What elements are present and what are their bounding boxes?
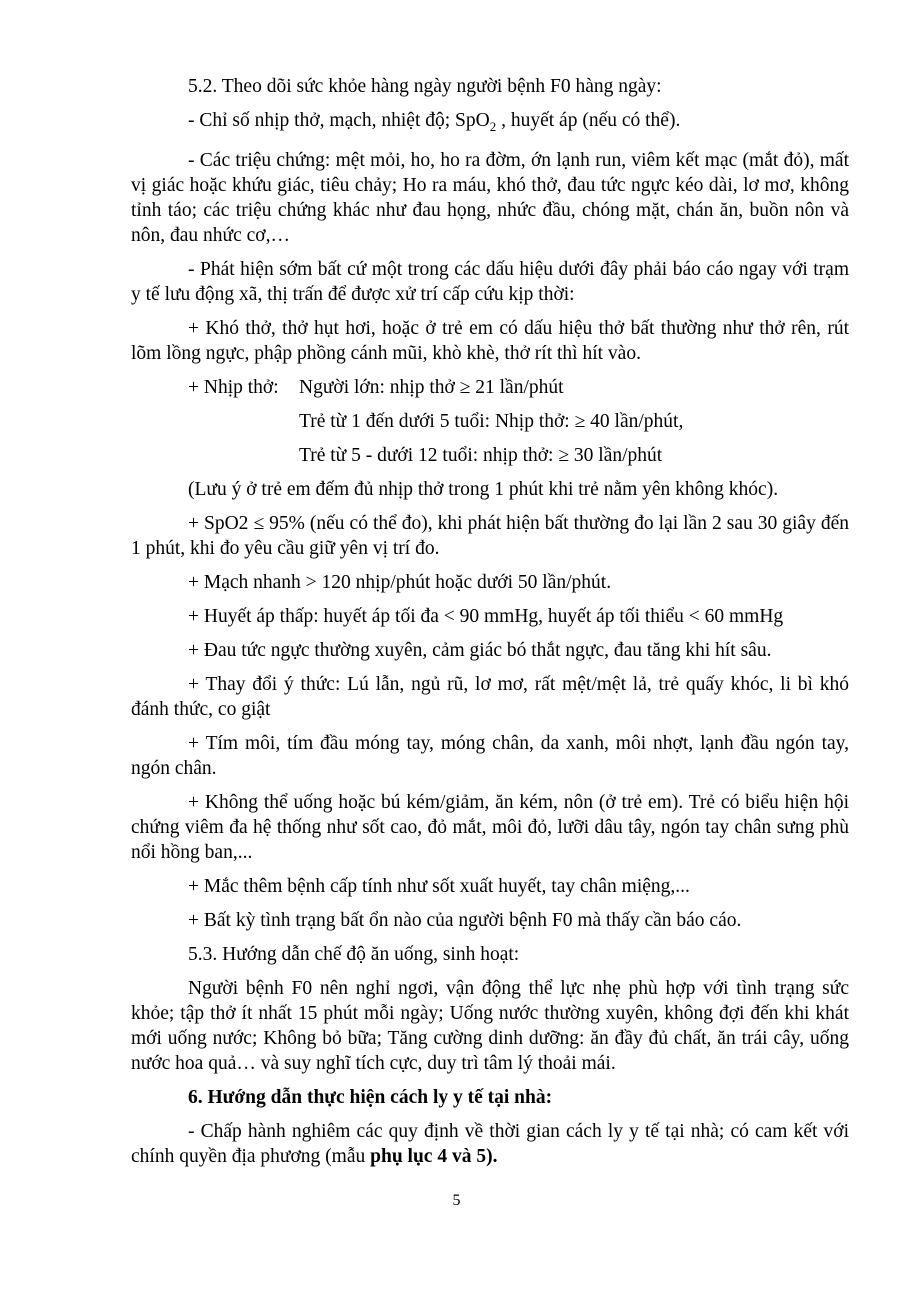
rate-row-child-5-12 bbox=[131, 443, 849, 468]
rate-adult: Người lớn: nhịp thở ≥ 21 lần/phút bbox=[299, 376, 564, 398]
rate-label: + Nhịp thở: bbox=[188, 376, 279, 398]
rate-row-child-1-5 bbox=[131, 409, 849, 434]
sign-other: + Bất kỳ tình trạng bất ổn nào của người bệnh F0 mà thấy cần báo cáo. bbox=[188, 909, 742, 931]
indices-text-pre: - Chỉ số nhịp thở, mạch, nhiệt độ; SpO bbox=[188, 110, 490, 131]
indices-paragraph bbox=[131, 108, 849, 139]
rate-child-5-12: Trẻ từ 5 - dưới 12 tuổi: nhịp thở: ≥ 30 lần/phút bbox=[299, 444, 663, 466]
sign-pulse: + Mạch nhanh > 120 nhịp/phút hoặc dưới 50 lần/phút. bbox=[188, 571, 612, 593]
rate-row-adult bbox=[131, 375, 849, 400]
page-content bbox=[131, 74, 849, 1178]
section-5-3-body: Người bệnh F0 nên nghỉ ngơi, vận động thể lực nhẹ phù hợp với tình trạng sức khỏe; tập thở ít nhất 15 phút mỗi ngày; Uống nước thường xuyên, không đợi đến khi khát mới uống nước; Không bỏ bữa; Tăng cường dinh dưỡng: ăn đầy đủ chất, ăn trái cây, uống nước hoa quả… và suy nghĩ tích cực, duy trì tâm lý thoải mái. bbox=[131, 977, 849, 1074]
sign-spo2: + SpO2 ≤ 95% (nếu có thể đo), khi phát hiện bất thường đo lại lần 2 sau 30 giây đến 1 phút, khi đo yêu cầu giữ yên vị trí đo. bbox=[131, 512, 849, 559]
early-detection-paragraph: - Phát hiện sớm bất cứ một trong các dấu hiệu dưới đây phải báo cáo ngay với trạm y tế lưu động xã, thị trấn để được xử trí cấp cứu kịp thời: bbox=[131, 258, 849, 305]
sign-cyanosis: + Tím môi, tím đầu móng tay, móng chân, da xanh, môi nhợt, lạnh đầu ngón tay, ngón chân. bbox=[131, 732, 849, 779]
rate-note: (Lưu ý ở trẻ em đếm đủ nhịp thở trong 1 phút khi trẻ nằm yên không khóc). bbox=[188, 478, 779, 500]
section-5-2-title: 5.2. Theo dõi sức khỏe hàng ngày người bệnh F0 hàng ngày: bbox=[188, 76, 662, 97]
page-number: 5 bbox=[452, 1192, 461, 1209]
section-6-title: 6. Hướng dẫn thực hiện cách ly y tế tại nhà: bbox=[188, 1086, 553, 1108]
indices-subscript: 2 bbox=[489, 118, 497, 134]
breathing-rate-block bbox=[131, 375, 849, 468]
section-6-body bbox=[131, 1119, 849, 1169]
rate-child-1-5: Trẻ từ 1 đến dưới 5 tuổi: Nhịp thở: ≥ 40 lần/phút, bbox=[299, 410, 684, 432]
indices-text-post: , huyết áp (nếu có thể). bbox=[496, 110, 681, 131]
section-5-3-title: 5.3. Hướng dẫn chế độ ăn uống, sinh hoạt: bbox=[188, 943, 520, 965]
section-6-body-bold: phụ lục 4 và 5). bbox=[370, 1145, 498, 1167]
sign-breathing: + Khó thở, thở hụt hơi, hoặc ở trẻ em có dấu hiệu thở bất thường như thở rên, rút lõm lồng ngực, phập phồng cánh mũi, khò khè, thở rít thì hít vào. bbox=[131, 317, 849, 364]
section-6-body-text: - Chấp hành nghiêm các quy định về thời gian cách ly y tế tại nhà; có cam kết với chính quyền địa phương (mẫu bbox=[131, 1120, 849, 1167]
symptoms-paragraph: - Các triệu chứng: mệt mỏi, ho, ho ra đờm, ớn lạnh run, viêm kết mạc (mắt đỏ), mất vị giác hoặc khứu giác, tiêu chảy; Ho ra máu, khó thở, đau tức ngực kéo dài, lơ mơ, không tỉnh táo; các triệu chứng khác như đau họng, nhức đầu, chóng mặt, chán ăn, buồn nôn và nôn, đau nhức cơ,… bbox=[131, 149, 849, 246]
sign-feeding: + Không thể uống hoặc bú kém/giảm, ăn kém, nôn (ở trẻ em). Trẻ có biểu hiện hội chứng viêm đa hệ thống như sốt cao, đỏ mắt, môi đỏ, lưỡi dâu tây, ngón tay chân sưng phù nổi hồng ban,... bbox=[131, 791, 849, 863]
sign-blood-pressure: + Huyết áp thấp: huyết áp tối đa < 90 mmHg, huyết áp tối thiểu < 60 mmHg bbox=[188, 605, 784, 627]
sign-consciousness: + Thay đổi ý thức: Lú lẫn, ngủ rũ, lơ mơ, rất mệt/mệt lả, trẻ quấy khóc, li bì khó đánh thức, co giật bbox=[131, 673, 849, 720]
sign-acute-disease: + Mắc thêm bệnh cấp tính như sốt xuất huyết, tay chân miệng,... bbox=[188, 875, 690, 897]
sign-chest-pain: + Đau tức ngực thường xuyên, cảm giác bó thắt ngực, đau tăng khi hít sâu. bbox=[188, 639, 772, 661]
